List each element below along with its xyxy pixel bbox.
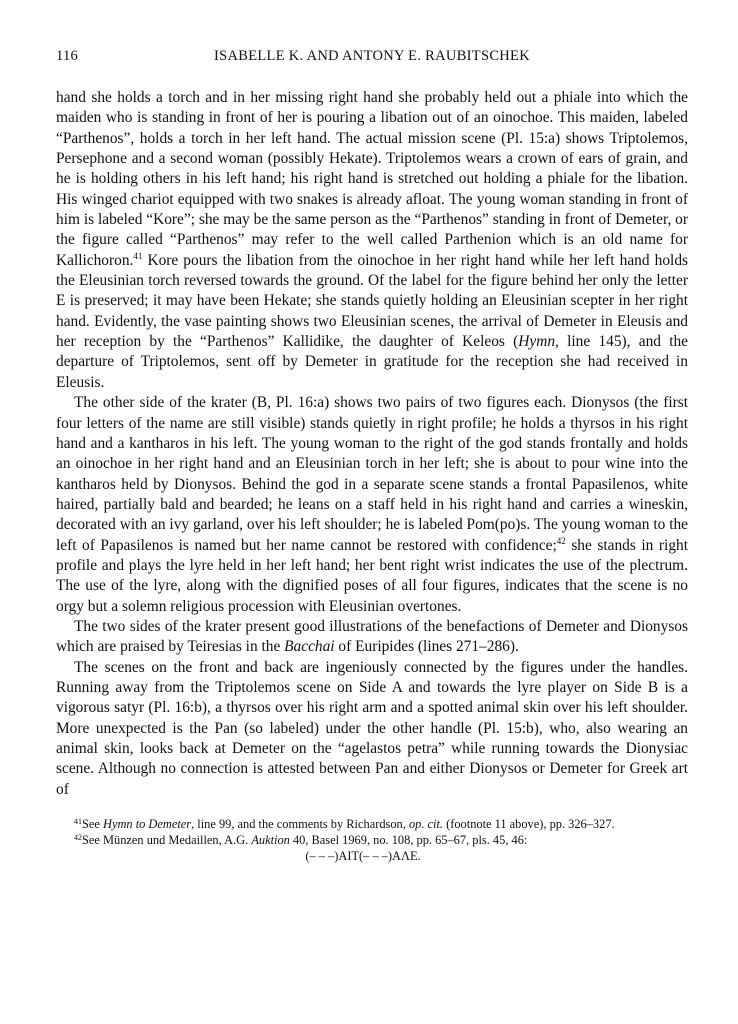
paragraph-2: The other side of the krater (B, Pl. 16:a) shows two pairs of two figures each. Dionysos (the first four letters of the name are still visible) stands quietly in right profile; he holds a thyrsos in his right hand and a kantharos in his left. The young woman to the right of the god stands frontally and holds an oinochoe in her right hand and an Eleusinian torch in her left; she is about to pour wine into the kantharos held by Dionysos. Behind the god in a separate scene stands a frontal Papasilenos, white haired, partially bald and bearded; he leans on a staff held in his right hand and carries a wineskin, decorated with an ivy garland, over his left shoulder; he is labeled Pom(po)s. The young woman to the left of Papasilenos is named but her name cannot be restored with confidence;$^{42}$ she stands in right profile and plays the lyre held in her left hand; her bent right wrist indicates the use of the plectrum. The use of the lyre, along with the dignified poses of all four figures, indicates that the scene is no orgy but a solemn religious procession with Eleusinian overtones.	[56, 394, 688, 615]
footnote-42: $^{42}$See Münzen und Medaillen, A.G. Auktion 40, Basel 1969, no. 108, pp. 65–67, pls. 45, 46:	[74, 833, 528, 848]
body-text	[56, 88, 688, 800]
footnote-42-inscription: (– – –)AIT(– – –)AΛE.	[305, 849, 421, 864]
footnote-mark-41: 41	[74, 817, 82, 827]
running-title: ISABELLE K. AND ANTONY E. RAUBITSCHEK	[213, 48, 530, 64]
bacchai-title: Bacchai	[284, 638, 335, 656]
footnotes	[56, 816, 688, 864]
footnote-mark-42: 42	[74, 833, 82, 843]
page-number: 116	[56, 48, 79, 64]
hymn-title: Hymn	[518, 333, 556, 351]
footnote-ref-42[interactable]: 42	[556, 535, 566, 546]
paragraph-3: The two sides of the krater present good illustrations of the benefactions of Demeter and Dionysos which are praised by Teiresias in the Bacchai of Euripides (lines 271–286).	[56, 617, 688, 656]
paragraph-1: hand she holds a torch and in her missing right hand she probably held out a phiale into which the maiden who is standing in front of her is pouring a libation out of an oinochoe. This maiden, labeled “Parthenos”, holds a torch in her left hand. The actual mission scene (Pl. 15:a) shows Triptolemos, Persephone and a second woman (possibly Hekate). Triptolemos wears a crown of ears of grain, and he is holding others in his left hand; his right hand is stretched out holding a phiale for the libation. His winged chariot equipped with two snakes is already afloat. The young woman standing in front of him is labeled “Kore”; she may be the same person as the “Parthenos” standing in front of Demeter, or the figure called “Parthenos” may refer to the well called Parthenion which is an old name for Kallichoron.$^{41}$ Kore pours the libation from the oinochoe in her right hand while her left hand holds the Eleusinian torch reversed towards the ground. Of the label for the figure behind her only the letter E is preserved; it may have been Hekate; she stands quietly holding an Eleusinian scepter in her right hand. Evidently, the vase painting shows two Eleusinian scenes, the arrival of Demeter in Eleusis and her reception by the “Parthenos” Kallidike, the daughter of Keleos (Hymn, line 145), and the departure of Triptolemos, sent off by Demeter in gratitude for the reception she had received in Eleusis.	[56, 89, 689, 391]
paragraph-4: The scenes on the front and back are ingeniously connected by the figures under the handles. Running away from the Triptolemos scene on Side A and towards the lyre player on Side B is a vigorous satyr (Pl. 16:b), a thyrsos over his right arm and a spotted animal skin over his left shoulder. More unexpected is the Pan (so labeled) under the other handle (Pl. 15:b), who, also wearing an animal skin, looks back at Demeter on the “agelastos petra” while running towards the Dionysiac scene. Although no connection is attested between Pan and either Dionysos or Demeter for Greek art of	[56, 658, 688, 798]
footnote-ref-41[interactable]: 41	[133, 250, 143, 261]
footnote-41: $^{41}$See Hymn to Demeter, line 99, and the comments by Richardson, op. cit. (footnote 11 above), pp. 326–327.	[74, 817, 615, 832]
page-header	[56, 48, 688, 72]
